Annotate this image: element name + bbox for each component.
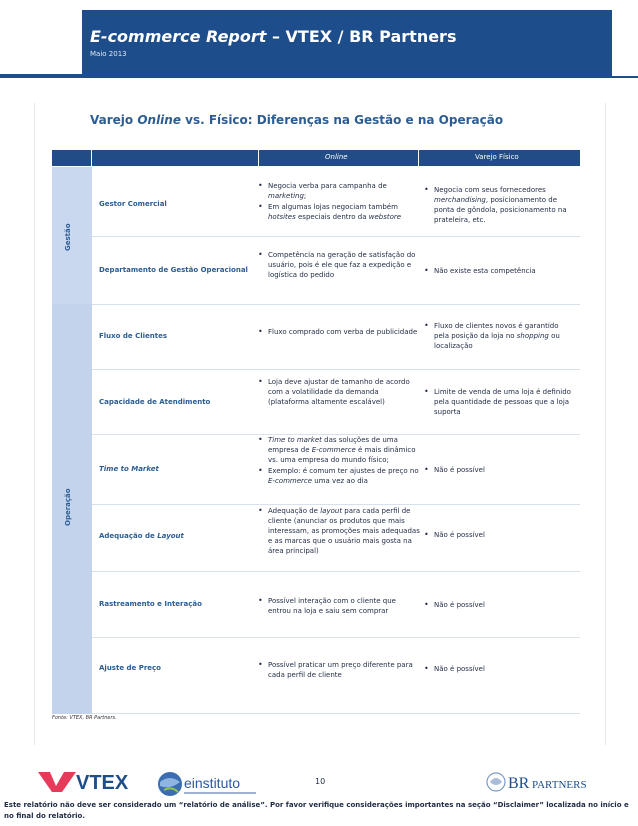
list-item: • Não existe esta competência (424, 266, 574, 276)
report-header (0, 0, 638, 78)
row-divider (92, 637, 580, 638)
header-divider (0, 76, 638, 78)
cell-online-fluxo-clientes (258, 327, 420, 338)
cell-fisico-adequacao-layout (424, 530, 574, 541)
cell-fisico-ajuste-preco (424, 664, 574, 675)
list-item: • Não é possível (424, 530, 574, 540)
header-cell-blank-group (52, 150, 92, 166)
list-item: • Loja deve ajustar de tamanho de acordo com a volatilidade da demanda (plataforma altamente escalável) (258, 377, 420, 407)
group-gestao (52, 167, 92, 304)
cell-fisico-time-to-market (424, 465, 574, 476)
row-divider (92, 713, 580, 714)
header-cell-fisico (419, 150, 580, 166)
cell-fisico-fluxo-clientes (424, 321, 574, 352)
section-title: Varejo Online vs. Físico: Diferenças na Gestão e na Operação (90, 113, 504, 127)
row-divider (92, 504, 580, 505)
group-operacao (52, 304, 92, 714)
row-label-capacidade: Capacidade de Atendimento (99, 398, 211, 406)
list-item: • Não é possível (424, 465, 574, 475)
report-date: Maio 2013 (90, 50, 127, 58)
header-cell-online (259, 150, 419, 166)
vtex-logo (36, 768, 136, 794)
page-number: 10 (315, 777, 326, 786)
cell-online-rastreamento (258, 596, 420, 617)
br-partners-logo (486, 768, 590, 794)
cell-online-time-to-market (258, 435, 420, 487)
list-item: • Exemplo: é comum ter ajustes de preço no E-commerce uma vez ao dia (258, 466, 420, 486)
list-item: • Negocia verba para campanha de marketing; (258, 181, 420, 201)
cell-online-capacidade (258, 377, 420, 408)
group-operacao-label: Operação (64, 488, 72, 526)
list-item: • Possível interação com o cliente que entrou na loja e saiu sem comprar (258, 596, 420, 616)
cell-online-adequacao-layout (258, 506, 420, 557)
row-label-time-to-market: Time to Market (99, 465, 159, 473)
list-item: • Possível praticar um preço diferente para cada perfil de cliente (258, 660, 420, 680)
row-divider (92, 369, 580, 370)
list-item: • Fluxo de clientes novos é garantido pela posição da loja no shopping ou localização (424, 321, 574, 351)
list-item: • Negocia com seus fornecedores merchandising, posicionamento de ponta de gôndola, posicionamento na prateleira, etc. (424, 185, 574, 225)
list-item: • Adequação de layout para cada perfil de cliente (anunciar os produtos que mais interessam, as promoções mais adequadas e as marcas que o usuário mais gosta na área principal) (258, 506, 420, 556)
row-label-rastreamento: Rastreamento e Interação (99, 600, 202, 608)
header-left-block (0, 10, 82, 76)
list-item: • Limite de venda de uma loja é definido pela quantidade de pessoas que a loja suporta (424, 387, 576, 417)
row-divider (92, 304, 580, 305)
row-label-gestor-comercial: Gestor Comercial (99, 200, 167, 208)
row-divider (92, 236, 580, 237)
list-item: • Não é possível (424, 600, 574, 610)
cell-fisico-rastreamento (424, 600, 574, 611)
list-item: • Não é possível (424, 664, 574, 674)
einstituto-wordmark: einstituto (184, 775, 241, 791)
report-title: E-commerce Report – VTEX / BR Partners (90, 27, 457, 46)
br-wordmark: BR (508, 775, 530, 792)
einstituto-logo (156, 768, 266, 800)
col-online-label: Online (325, 153, 348, 161)
list-item: • Competência na geração de satisfação do usuário, pois é ele que faz a expedição e logística do pedido (258, 250, 420, 280)
row-label-departamento: Departamento de Gestão Operacional (99, 266, 248, 274)
cell-online-departamento (258, 250, 420, 281)
list-item: • Time to market das soluções de uma empresa de E-commerce é mais dinâmico vs. uma empresa do mundo físico; (258, 435, 420, 465)
header-cell-blank-label (92, 150, 259, 166)
row-label-fluxo-clientes: Fluxo de Clientes (99, 332, 168, 340)
list-item: • Fluxo comprado com verba de publicidade (258, 327, 420, 337)
source-note: Fonte: VTEX, BR Partners. (52, 715, 117, 721)
cell-fisico-gestor-comercial (424, 185, 574, 226)
cell-fisico-capacidade (424, 387, 576, 418)
group-gestao-label: Gestão (64, 223, 72, 251)
row-label-adequacao-layout: Adequação de Layout (99, 532, 184, 540)
cell-online-ajuste-preco (258, 660, 420, 681)
table-header-row (52, 150, 580, 166)
vtex-wordmark: VTEX (76, 772, 129, 794)
col-fisico-label: Varejo Físico (475, 153, 519, 161)
disclaimer-note: Este relatório não deve ser considerado um “relatório de análise”. Por favor verifique considerações importantes na seção “Disclaimer” localizada no início e no final do relatório. (4, 801, 629, 820)
partners-wordmark: PARTNERS (532, 779, 587, 791)
row-divider (92, 571, 580, 572)
row-label-ajuste-preco: Ajuste de Preço (99, 664, 161, 672)
cell-online-gestor-comercial (258, 181, 420, 223)
cell-fisico-departamento (424, 266, 574, 277)
list-item: • Em algumas lojas negociam também hotsites especiais dentro da webstore (258, 202, 420, 222)
